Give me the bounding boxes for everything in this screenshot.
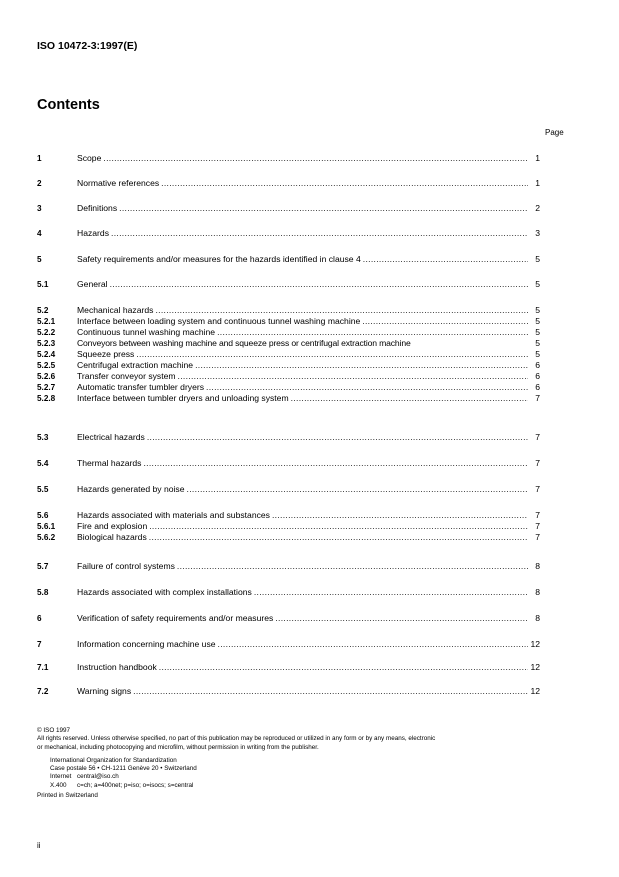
- toc-leader: [161, 178, 528, 189]
- toc-entry-5-1[interactable]: [37, 279, 540, 290]
- document-id: ISO 10472-3:1997(E): [37, 40, 138, 52]
- toc-title: Automatic transfer tumbler dryers: [77, 382, 205, 392]
- printed-in: Printed in Switzerland: [37, 792, 98, 800]
- toc-number: 5.2.5: [37, 361, 56, 370]
- postal-address: Case postale 56 • CH-1211 Genève 20 • Switzerland: [50, 765, 197, 773]
- toc-leader: [254, 587, 528, 598]
- toc-number: 5.2.1: [37, 317, 56, 326]
- toc-page: 1: [535, 153, 540, 163]
- toc-number: 5.1: [37, 280, 49, 289]
- toc-title: Thermal hazards: [77, 458, 142, 468]
- page-number: ii: [37, 841, 41, 850]
- toc-page: 7: [535, 510, 540, 520]
- toc-entry-5-2[interactable]: [37, 305, 540, 316]
- toc-entry-5-8[interactable]: [37, 587, 540, 598]
- toc-entry-5-2-1[interactable]: [37, 316, 540, 327]
- toc-title: Verification of safety requirements and/or measures: [77, 613, 274, 623]
- toc-title: Definitions: [77, 203, 118, 213]
- copyright-notice: [37, 727, 577, 800]
- toc-page: 5: [535, 327, 540, 337]
- toc-number: 5.5: [37, 485, 49, 494]
- internet-label: Internet: [50, 773, 72, 781]
- toc-entry-2[interactable]: [37, 178, 540, 189]
- toc-number: 2: [37, 179, 42, 188]
- toc-leader: [217, 327, 528, 338]
- toc-leader: [195, 360, 528, 371]
- toc-number: 5.2.8: [37, 394, 56, 403]
- toc-title: Mechanical hazards: [77, 305, 154, 315]
- toc-number: 7.2: [37, 687, 49, 696]
- internet-contact: [37, 773, 577, 781]
- toc-entry-5-2-6[interactable]: [37, 371, 540, 382]
- toc-entry-7[interactable]: [37, 639, 540, 650]
- toc-title: Scope: [77, 153, 102, 163]
- rights-line-1: All rights reserved. Unless otherwise specified, no part of this publication may be reproduced or utilized in any form or by any means, electronic: [37, 735, 436, 743]
- toc-number: 5.7: [37, 562, 49, 571]
- x400-address: c=ch; a=400net; p=iso; o=isocs; s=central: [77, 781, 194, 789]
- toc-leader: [111, 228, 528, 239]
- copyright-line: © ISO 1997: [37, 727, 70, 734]
- toc-page: 8: [535, 613, 540, 623]
- toc-number: 5.2.7: [37, 383, 56, 392]
- toc-entry-7-2[interactable]: [37, 686, 540, 697]
- toc-title: Continuous tunnel washing machine: [77, 327, 216, 337]
- toc-leader: [218, 639, 528, 650]
- toc-entry-4[interactable]: [37, 228, 540, 239]
- toc-entry-5-2-7[interactable]: [37, 382, 540, 393]
- toc-page: 5: [535, 349, 540, 359]
- toc-title: Information concerning machine use: [77, 639, 216, 649]
- toc-number: 5.4: [37, 459, 49, 468]
- toc-leader: [206, 382, 528, 393]
- toc-leader: [177, 561, 528, 572]
- toc-leader: [362, 316, 528, 327]
- toc-entry-5-5[interactable]: [37, 484, 540, 495]
- toc-page: 3: [535, 228, 540, 238]
- toc-page: 7: [535, 521, 540, 531]
- internet-email[interactable]: central@iso.ch: [77, 773, 119, 781]
- toc-page: 7: [535, 484, 540, 494]
- toc-leader: [133, 686, 528, 697]
- page-column-label: Page: [545, 128, 564, 137]
- toc-number: 5.6.2: [37, 533, 56, 542]
- toc-title: Safety requirements and/or measures for the hazards identified in clause 4: [77, 254, 361, 264]
- toc-title: Hazards: [77, 228, 109, 238]
- toc-title: Hazards associated with materials and substances: [77, 510, 270, 520]
- toc-number: 5.8: [37, 588, 49, 597]
- toc-leader: [291, 393, 528, 404]
- toc-page: 7: [535, 393, 540, 403]
- toc-page: 5: [535, 305, 540, 315]
- toc-title: Squeeze press: [77, 349, 135, 359]
- x400-label: X.400: [50, 781, 67, 789]
- toc-number: 1: [37, 154, 42, 163]
- toc-entry-5[interactable]: [37, 254, 540, 265]
- toc-title: Interface between tumbler dryers and unloading system: [77, 393, 289, 403]
- toc-page: 12: [530, 686, 540, 696]
- toc-page: 7: [535, 532, 540, 542]
- toc-leader: [275, 613, 528, 624]
- toc-number: 3: [37, 204, 42, 213]
- x400-contact: [37, 782, 577, 790]
- toc-title: Centrifugal extraction machine: [77, 360, 194, 370]
- toc-leader: [149, 521, 528, 532]
- contents-title: Contents: [37, 97, 100, 113]
- toc-entry-5-2-3[interactable]: [37, 338, 540, 349]
- toc-number: 5.2.3: [37, 339, 56, 348]
- toc-title: Conveyors between washing machine and squeeze press or centrifugal extraction machine: [77, 338, 411, 348]
- toc-leader: [149, 532, 528, 543]
- toc-leader: [119, 203, 528, 214]
- toc-page: 7: [535, 432, 540, 442]
- toc-page: 12: [530, 662, 540, 672]
- toc-entry-5-4[interactable]: [37, 458, 540, 469]
- toc-title: Electrical hazards: [77, 432, 145, 442]
- toc-number: 5.6: [37, 511, 49, 520]
- toc-number: 5.2.4: [37, 350, 56, 359]
- toc-number: 5: [37, 255, 42, 264]
- toc-page: 1: [535, 178, 540, 188]
- toc-title: Fire and explosion: [77, 521, 148, 531]
- toc-title: Warning signs: [77, 686, 132, 696]
- toc-leader: [103, 153, 528, 164]
- toc-page: 12: [530, 639, 540, 649]
- toc-title: Instruction handbook: [77, 662, 157, 672]
- toc-page: 2: [535, 203, 540, 213]
- toc-leader: [143, 458, 528, 469]
- toc-entry-6[interactable]: [37, 613, 540, 624]
- toc-leader: [159, 662, 528, 673]
- toc-entry-5-6[interactable]: [37, 510, 540, 521]
- toc-page: 8: [535, 561, 540, 571]
- toc-entry-3[interactable]: [37, 203, 540, 214]
- toc-entry-5-2-5[interactable]: [37, 360, 540, 371]
- toc-page: 6: [535, 371, 540, 381]
- toc-page: 5: [535, 338, 540, 348]
- toc-entry-5-6-1[interactable]: [37, 521, 540, 532]
- toc-page: 7: [535, 458, 540, 468]
- toc-leader: [187, 484, 529, 495]
- toc-page: 6: [535, 382, 540, 392]
- toc-entry-5-2-2[interactable]: [37, 327, 540, 338]
- toc-title: Hazards associated with complex installations: [77, 587, 252, 597]
- toc-leader: [136, 349, 528, 360]
- toc-entry-5-2-4[interactable]: [37, 349, 540, 360]
- toc-page: 5: [535, 254, 540, 264]
- toc-page: 5: [535, 316, 540, 326]
- toc-leader: [155, 305, 528, 316]
- toc-title: General: [77, 279, 108, 289]
- toc-entry-7-1[interactable]: [37, 662, 540, 673]
- toc-leader: [272, 510, 528, 521]
- toc-entry-5-6-2[interactable]: [37, 532, 540, 543]
- toc-number: 7.1: [37, 663, 49, 672]
- toc-entry-5-7[interactable]: [37, 561, 540, 572]
- toc-title: Normative references: [77, 178, 160, 188]
- organization-name: International Organization for Standardization: [50, 756, 177, 764]
- rights-line-2: or mechanical, including photocopying and microfilm, without permission in writing from the publisher.: [37, 743, 319, 751]
- toc-title: Hazards generated by noise: [77, 484, 185, 494]
- toc-page: 5: [535, 279, 540, 289]
- toc-number: 4: [37, 229, 42, 238]
- toc-leader: [363, 254, 528, 265]
- toc-leader: [110, 279, 528, 290]
- toc-page: 8: [535, 587, 540, 597]
- toc-number: 6: [37, 614, 42, 623]
- toc-entry-5-3[interactable]: [37, 432, 540, 443]
- toc-number: 5.6.1: [37, 522, 56, 531]
- toc-number: 5.2.6: [37, 372, 56, 381]
- toc-leader: [178, 371, 528, 382]
- toc-number: 5.3: [37, 433, 49, 442]
- toc-number: 5.2.2: [37, 328, 56, 337]
- toc-page: 6: [535, 360, 540, 370]
- toc-entry-5-2-8[interactable]: [37, 393, 540, 404]
- toc-title: Biological hazards: [77, 532, 147, 542]
- toc-leader: [147, 432, 528, 443]
- toc-entry-1[interactable]: [37, 153, 540, 164]
- toc-number: 5.2: [37, 306, 49, 315]
- toc-title: Failure of control systems: [77, 561, 175, 571]
- toc-title: Interface between loading system and continuous tunnel washing machine: [77, 316, 361, 326]
- toc-number: 7: [37, 640, 42, 649]
- toc-title: Transfer conveyor system: [77, 371, 176, 381]
